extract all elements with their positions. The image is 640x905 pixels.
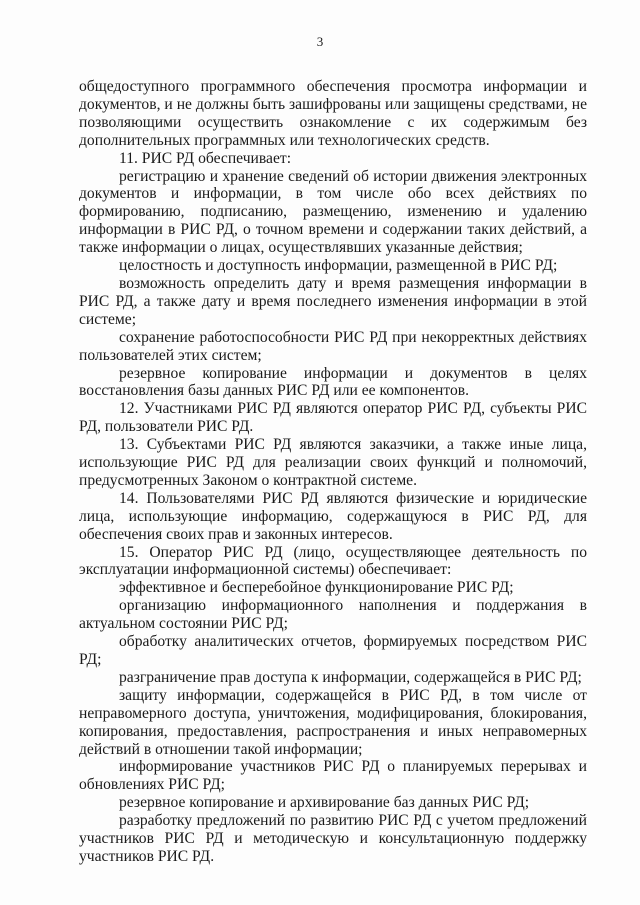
clause-15-item-notification: информирование участников РИС РД о планируемых перерывах и обновлениях РИС РД; — [79, 758, 587, 794]
clause-15-item-reports: обработку аналитических отчетов, формируемых посредством РИС РД; — [79, 633, 587, 668]
clause-15-item-archiving: резервное копирование и архивирование баз данных РИС РД; — [119, 794, 530, 812]
clause-11-heading: 11. РИС РД обеспечивает: — [119, 149, 292, 167]
document-body — [79, 78, 587, 866]
clause-15-item-protection: защиту информации, содержащейся в РИС РД, в том числе от неправомерного доступа, уничтожения, модифицирования, блокирования, копирования, предоставления, распространения и иных неправомерных действий в отношении такой информации; — [79, 686, 587, 758]
clause-11-item-timestamp: возможность определить дату и время размещения информации в РИС РД, а также дату и время последнего изменения информации в этой системе; — [79, 274, 587, 328]
clause-11-item-integrity: целостность и доступность информации, размещенной в РИС РД; — [119, 257, 558, 275]
clause-13: 13. Субъектами РИС РД являются заказчики, а также иные лица, использующие РИС РД для реализации своих функций и полномочий, предусмотренных Законом о контрактной системе. — [79, 436, 587, 489]
page-number: 3 — [316, 34, 324, 49]
clause-15-item-content: организацию информационного наполнения и поддержания в актуальном состоянии РИС РД; — [79, 597, 587, 633]
clause-14: 14. Пользователями РИС РД являются физические и юридические лица, использующие информацию, содержащуюся в РИС РД, для обеспечения своих прав и законных интересов. — [79, 489, 587, 543]
clause-11-item-registration: регистрацию и хранение сведений об истории движения электронных документов и информации, в том числе обо всех действиях по формированию, подписанию, размещению, изменению и удалению информации в РИС РД, о точном времени и содержании таких действий, а также информации о лицах, осуществлявших указанные действия; — [79, 167, 587, 257]
clause-15-item-development: разработку предложений по развитию РИС РД с учетом предложений участников РИС РД и методическую и консультационную поддержку участников РИС РД. — [79, 812, 587, 865]
clause-15-item-operation: эффективное и бесперебойное функционирование РИС РД; — [119, 579, 514, 597]
clause-15-heading: 15. Оператор РИС РД (лицо, осуществляющее деятельность по эксплуатации информационной системы) обеспечивает: — [79, 543, 587, 579]
clause-11-item-stability: сохранение работоспособности РИС РД при некорректных действиях пользователей этих систем; — [79, 328, 587, 364]
clause-12: 12. Участниками РИС РД являются оператор РИС РД, субъекты РИС РД, пользователи РИС РД. — [79, 400, 587, 436]
clause-11-item-backup: резервное копирование информации и документов в целях восстановления базы данных РИС РД или ее компонентов. — [79, 364, 587, 400]
clause-15-item-access: разграничение прав доступа к информации, содержащейся в РИС РД; — [119, 668, 582, 686]
paragraph-continuation: общедоступного программного обеспечения просмотра информации и документов, и не должны быть зашифрованы или защищены средствами, не позволяющими осуществить ознакомление с их содержимым без дополнительных программных или технологических средств. — [79, 78, 587, 149]
